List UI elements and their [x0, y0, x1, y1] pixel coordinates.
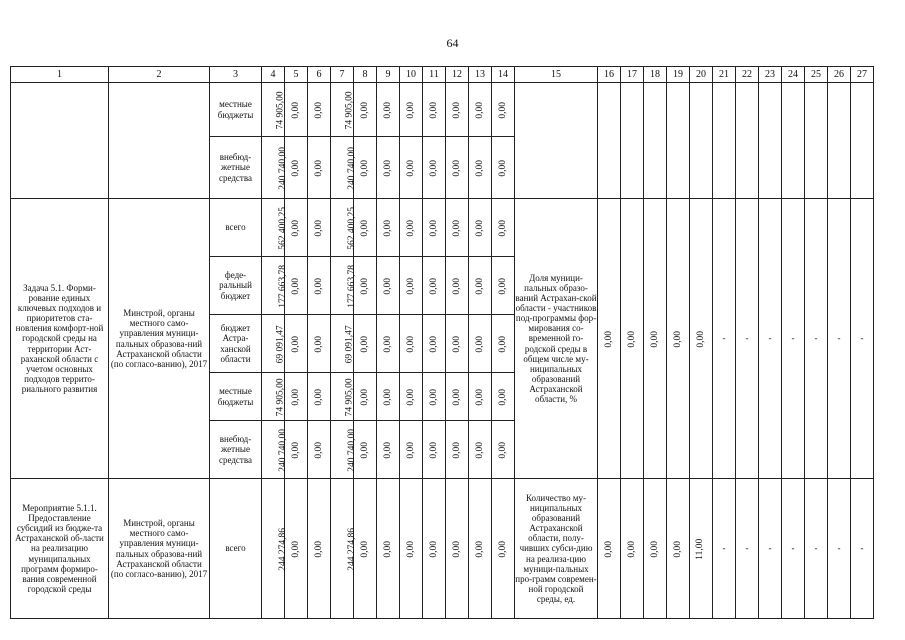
value-cell-text: 562 400,25	[347, 206, 358, 250]
empty-target-cell	[828, 83, 851, 199]
value-cell-text: 0,00	[382, 335, 393, 353]
target-value: -	[736, 199, 759, 479]
value-cell	[262, 421, 289, 479]
value-cell	[308, 373, 331, 421]
column-header: 24	[782, 67, 805, 83]
target-value: -	[713, 479, 736, 619]
value-cell	[308, 257, 331, 315]
target-value: -	[828, 199, 851, 479]
source-cell: феде-ральный бюджет	[210, 257, 262, 315]
column-header: 25	[805, 67, 828, 83]
task-executor: Минстрой, органы местного само-управления муници-пальных образова-ний Астраханской области (по согласо-ванию), 2017	[109, 199, 210, 479]
source-cell: местные бюджеты	[210, 373, 262, 421]
column-header: 13	[469, 67, 492, 83]
value-cell	[446, 421, 469, 479]
value-cell	[469, 83, 492, 137]
value-cell	[308, 83, 331, 137]
value-cell-text: 0,00	[428, 101, 439, 119]
value-cell-text: 0,00	[474, 159, 485, 177]
value-cell	[492, 199, 515, 257]
value-cell	[423, 373, 446, 421]
empty-target-cell	[667, 83, 690, 199]
value-cell	[492, 257, 515, 315]
value-cell	[331, 83, 354, 137]
value-cell	[400, 315, 423, 373]
value-cell-text: 0,00	[290, 540, 301, 558]
target-value: -	[805, 199, 828, 479]
value-cell	[492, 421, 515, 479]
value-cell-text: 0,00	[359, 540, 370, 558]
target-value: -	[782, 479, 805, 619]
target-value-text: 0,00	[649, 330, 660, 348]
value-cell-text: 0,00	[405, 335, 416, 353]
value-cell	[331, 137, 358, 199]
value-cell-text: 0,00	[497, 335, 508, 353]
column-header: 11	[423, 67, 446, 83]
target-value	[667, 479, 690, 619]
value-cell	[492, 373, 515, 421]
column-header: 12	[446, 67, 469, 83]
table-row	[11, 479, 874, 619]
empty-target-cell	[621, 83, 644, 199]
target-value	[621, 479, 644, 619]
value-cell	[469, 257, 492, 315]
value-cell-text: 240 740,00	[278, 146, 289, 190]
value-cell	[446, 199, 469, 257]
value-cell	[262, 137, 289, 199]
value-cell-text: 0,00	[451, 159, 462, 177]
value-cell	[469, 315, 492, 373]
target-value-text: 0,00	[626, 330, 637, 348]
value-cell	[308, 137, 331, 199]
source-cell: внебюд-жетные средства	[210, 421, 262, 479]
source-cell: бюджет Астра-ханской области	[210, 315, 262, 373]
empty-target-cell	[736, 83, 759, 199]
empty-target-cell	[851, 83, 874, 199]
column-header: 14	[492, 67, 515, 83]
value-cell-text: 0,00	[405, 159, 416, 177]
value-cell-text: 0,00	[474, 219, 485, 237]
value-cell	[354, 83, 377, 137]
value-cell	[308, 479, 331, 619]
target-value	[598, 199, 621, 479]
value-cell-text: 74 905,00	[344, 378, 355, 416]
value-cell	[285, 83, 308, 137]
source-cell: местные бюджеты	[210, 83, 262, 137]
value-cell-text: 0,00	[474, 335, 485, 353]
target-value: -	[736, 479, 759, 619]
value-cell-text: 0,00	[382, 219, 393, 237]
value-cell	[400, 373, 423, 421]
value-cell-text: 74 905,00	[275, 91, 286, 129]
value-cell-text: 74 905,00	[275, 378, 286, 416]
target-value-text: 0,00	[672, 330, 683, 348]
value-cell	[377, 373, 400, 421]
target-value: -	[828, 479, 851, 619]
value-cell	[400, 83, 423, 137]
value-cell-text: 177 663,78	[278, 264, 289, 308]
value-cell	[262, 83, 285, 137]
empty-target-cell	[644, 83, 667, 199]
column-header: 1	[11, 67, 109, 83]
target-value	[690, 479, 713, 619]
value-cell-text: 0,00	[405, 388, 416, 406]
target-value	[690, 199, 713, 479]
value-cell-text: 0,00	[405, 540, 416, 558]
value-cell-text: 0,00	[474, 388, 485, 406]
value-cell-text: 0,00	[382, 388, 393, 406]
empty-task-cell	[11, 83, 109, 199]
column-header: 20	[690, 67, 713, 83]
value-cell-text: 0,00	[428, 277, 439, 295]
value-cell	[400, 137, 423, 199]
value-cell	[377, 479, 400, 619]
value-cell-text: 0,00	[290, 219, 301, 237]
value-cell	[308, 199, 331, 257]
page-number: 64	[446, 36, 459, 50]
target-value	[621, 199, 644, 479]
value-cell	[377, 137, 400, 199]
value-cell-text: 240 740,00	[278, 428, 289, 472]
value-cell	[400, 421, 423, 479]
value-cell	[285, 373, 308, 421]
value-cell-text: 0,00	[359, 101, 370, 119]
value-cell-text: 240 740,00	[347, 146, 358, 190]
target-value: -	[805, 479, 828, 619]
target-value	[598, 479, 621, 619]
source-cell: внебюд-жетные средства	[210, 137, 262, 199]
empty-target-cell	[690, 83, 713, 199]
value-cell-text: 562 400,25	[278, 206, 289, 250]
value-cell	[377, 83, 400, 137]
value-cell	[377, 257, 400, 315]
value-cell-text: 0,00	[313, 335, 324, 353]
value-cell-text: 0,00	[313, 441, 324, 459]
measure-name: Мероприятие 5.1.1. Предоставление субсидий из бюдже-та Астраханской об-ласти на реализацию муниципальных программ формиро-вания современной городской среды	[11, 479, 109, 619]
value-cell	[423, 83, 446, 137]
column-header: 10	[400, 67, 423, 83]
column-header: 16	[598, 67, 621, 83]
target-value	[644, 199, 667, 479]
value-cell-text: 69 091,47	[275, 325, 286, 363]
value-cell	[469, 137, 492, 199]
value-cell-text: 0,00	[405, 441, 416, 459]
value-cell	[262, 315, 285, 373]
value-cell-text: 0,00	[405, 219, 416, 237]
value-cell-text: 0,00	[451, 277, 462, 295]
value-cell-text: 0,00	[474, 277, 485, 295]
value-cell	[469, 373, 492, 421]
measure-executor: Минстрой, органы местного само-управления муници-пальных образова-ний Астраханской области (по согласо-ванию), 2017	[109, 479, 210, 619]
value-cell-text: 0,00	[359, 277, 370, 295]
value-cell	[331, 373, 354, 421]
target-value: -	[713, 199, 736, 479]
value-cell	[377, 421, 400, 479]
value-cell-text: 0,00	[497, 441, 508, 459]
value-cell-text: 0,00	[497, 388, 508, 406]
value-cell-text: 0,00	[382, 540, 393, 558]
target-value: -	[851, 199, 874, 479]
target-value: -	[759, 479, 782, 619]
column-header: 22	[736, 67, 759, 83]
value-cell-text: 0,00	[313, 540, 324, 558]
column-header: 15	[515, 67, 598, 83]
value-cell	[446, 137, 469, 199]
target-value: -	[759, 199, 782, 479]
column-header: 6	[308, 67, 331, 83]
value-cell-text: 0,00	[428, 540, 439, 558]
column-header: 19	[667, 67, 690, 83]
value-cell-text: 0,00	[382, 441, 393, 459]
column-header: 23	[759, 67, 782, 83]
value-cell-text: 0,00	[451, 388, 462, 406]
value-cell	[446, 315, 469, 373]
value-cell-text: 0,00	[359, 335, 370, 353]
value-cell	[469, 479, 492, 619]
value-cell	[492, 479, 515, 619]
target-value-text: 0,00	[649, 540, 660, 558]
value-cell-text: 177 663,78	[347, 264, 358, 308]
value-cell	[423, 421, 446, 479]
value-cell-text: 0,00	[451, 441, 462, 459]
value-cell-text: 0,00	[290, 388, 301, 406]
value-cell	[400, 479, 423, 619]
column-header: 2	[109, 67, 210, 83]
value-cell-text: 240 740,00	[347, 428, 358, 472]
value-cell-text: 0,00	[428, 335, 439, 353]
value-cell	[262, 199, 289, 257]
value-cell	[400, 257, 423, 315]
value-cell	[377, 315, 400, 373]
target-value-text: 11,00	[695, 538, 706, 560]
column-header: 5	[285, 67, 308, 83]
column-header: 27	[851, 67, 874, 83]
target-value-text: 0,00	[695, 330, 706, 348]
task-name: Задача 5.1. Форми-рование единых ключевых подходов и приоритетов ста-новления комфорт-ной городской среды на территории Аст-раханской области с учетом основных подходов террито-риального развития	[11, 199, 109, 479]
value-cell	[308, 315, 331, 373]
value-cell-text: 0,00	[313, 388, 324, 406]
value-cell	[469, 199, 492, 257]
value-cell	[423, 257, 446, 315]
value-cell	[377, 199, 400, 257]
value-cell-text: 0,00	[313, 219, 324, 237]
table-row	[11, 83, 874, 137]
value-cell-text: 0,00	[313, 159, 324, 177]
value-cell-text: 0,00	[497, 277, 508, 295]
table-row	[11, 199, 874, 257]
column-header: 7	[331, 67, 354, 83]
value-cell	[423, 315, 446, 373]
value-cell	[423, 199, 446, 257]
value-cell-text: 0,00	[405, 101, 416, 119]
value-cell-text: 0,00	[497, 540, 508, 558]
value-cell-text: 0,00	[359, 219, 370, 237]
empty-target-cell	[713, 83, 736, 199]
value-cell-text: 0,00	[474, 101, 485, 119]
value-cell-text: 0,00	[359, 441, 370, 459]
value-cell	[446, 83, 469, 137]
value-cell	[469, 421, 492, 479]
target-value-text: 0,00	[603, 330, 614, 348]
target-value-text: 0,00	[626, 540, 637, 558]
value-cell-text: 0,00	[405, 277, 416, 295]
value-cell-text: 0,00	[313, 101, 324, 119]
value-cell	[262, 257, 289, 315]
value-cell-text: 244 274,86	[278, 527, 289, 571]
empty-executor-cell	[109, 83, 210, 199]
value-cell-text: 0,00	[428, 159, 439, 177]
value-cell-text: 0,00	[290, 441, 301, 459]
value-cell-text: 0,00	[451, 101, 462, 119]
value-cell	[262, 479, 289, 619]
value-cell-text: 69 091,47	[344, 325, 355, 363]
value-cell	[492, 137, 515, 199]
value-cell	[331, 257, 358, 315]
task-indicator: Доля муници-пальных образо-ваний Астрахан-ской области - участников под-программы фор-мирования со-временной го-родской среды в общем числе му-ниципальных образований Астраханской области, %	[515, 199, 598, 479]
value-cell	[354, 315, 377, 373]
target-value	[667, 199, 690, 479]
value-cell	[400, 199, 423, 257]
value-cell	[331, 315, 354, 373]
column-header: 21	[713, 67, 736, 83]
value-cell-text: 0,00	[359, 388, 370, 406]
value-cell-text: 0,00	[313, 277, 324, 295]
empty-target-cell	[759, 83, 782, 199]
value-cell-text: 0,00	[382, 159, 393, 177]
value-cell-text: 0,00	[290, 335, 301, 353]
column-header: 9	[377, 67, 400, 83]
measure-indicator: Количество му-ниципальных образований Астраханской области, полу-чивших субси-дию на реализа-цию муници-пальных про-грамм современ-ной городской среды, ед.	[515, 479, 598, 619]
value-cell-text: 0,00	[451, 219, 462, 237]
header-row	[11, 67, 874, 83]
value-cell-text: 0,00	[451, 540, 462, 558]
value-cell-text: 74 905,00	[344, 91, 355, 129]
value-cell	[423, 479, 446, 619]
column-header: 3	[210, 67, 262, 83]
value-cell-text: 0,00	[428, 219, 439, 237]
value-cell	[331, 479, 358, 619]
value-cell-text: 0,00	[359, 159, 370, 177]
value-cell	[492, 315, 515, 373]
value-cell-text: 0,00	[382, 101, 393, 119]
column-header: 26	[828, 67, 851, 83]
target-value: -	[851, 479, 874, 619]
value-cell-text: 0,00	[290, 101, 301, 119]
empty-target-cell	[598, 83, 621, 199]
column-header: 17	[621, 67, 644, 83]
target-value-text: 0,00	[672, 540, 683, 558]
value-cell	[262, 373, 285, 421]
value-cell	[446, 257, 469, 315]
value-cell-text: 0,00	[451, 335, 462, 353]
value-cell-text: 0,00	[497, 219, 508, 237]
value-cell	[446, 373, 469, 421]
empty-target-cell	[805, 83, 828, 199]
value-cell-text: 0,00	[290, 159, 301, 177]
column-header: 8	[354, 67, 377, 83]
value-cell	[492, 83, 515, 137]
value-cell-text: 244 274,86	[347, 527, 358, 571]
value-cell	[446, 479, 469, 619]
value-cell	[423, 137, 446, 199]
target-value-text: 0,00	[603, 540, 614, 558]
value-cell-text: 0,00	[382, 277, 393, 295]
value-cell	[331, 199, 358, 257]
value-cell-text: 0,00	[428, 388, 439, 406]
empty-target-cell	[782, 83, 805, 199]
empty-indicator-cell	[515, 83, 598, 199]
column-header: 4	[262, 67, 285, 83]
source-cell: всего	[210, 199, 262, 257]
value-cell-text: 0,00	[474, 540, 485, 558]
value-cell-text: 0,00	[428, 441, 439, 459]
value-cell	[331, 421, 358, 479]
value-cell-text: 0,00	[497, 101, 508, 119]
column-header: 18	[644, 67, 667, 83]
value-cell	[285, 315, 308, 373]
target-value: -	[782, 199, 805, 479]
source-cell: всего	[210, 479, 262, 619]
value-cell-text: 0,00	[290, 277, 301, 295]
program-table	[10, 66, 874, 619]
target-value	[644, 479, 667, 619]
value-cell	[308, 421, 331, 479]
value-cell	[354, 373, 377, 421]
value-cell-text: 0,00	[497, 159, 508, 177]
value-cell-text: 0,00	[474, 441, 485, 459]
